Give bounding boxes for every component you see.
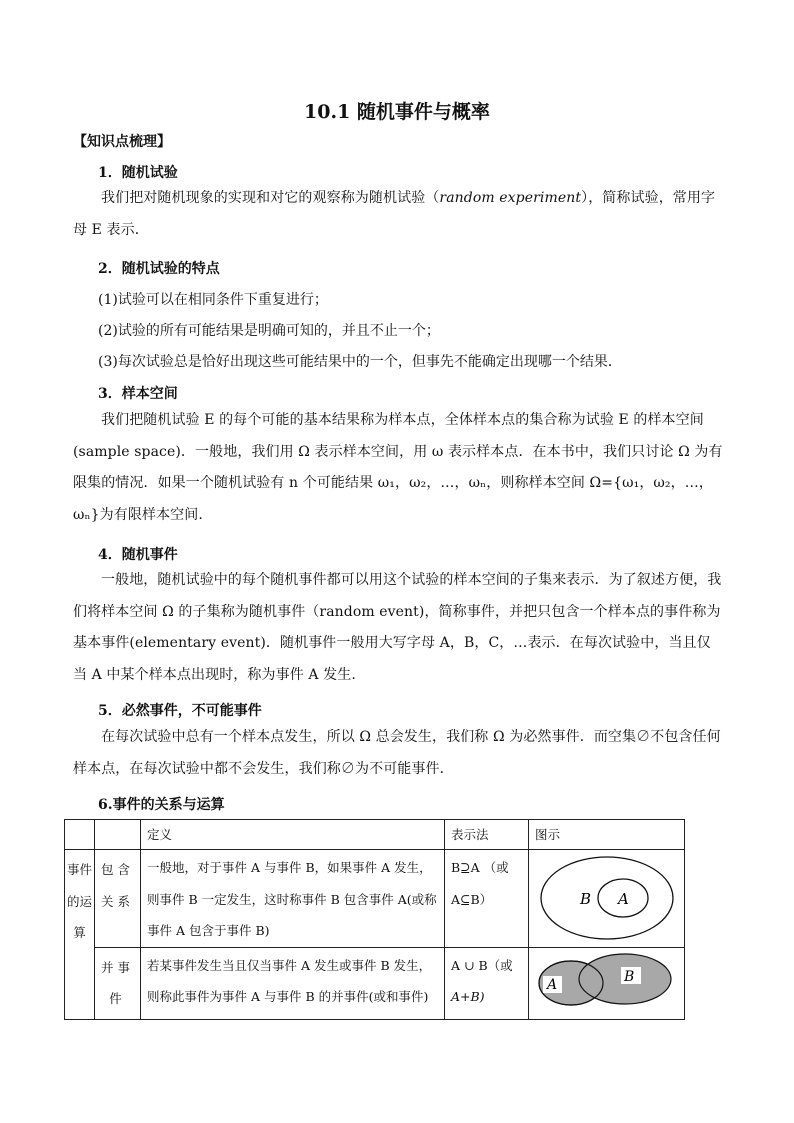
feature-item-1: (1)试验可以在相同条件下重复进行； — [98, 292, 328, 308]
heading-random-experiment: 1．随机试验 — [98, 165, 178, 181]
header-notation: 表示法 — [445, 820, 529, 850]
diagram-inclusion — [529, 850, 685, 948]
definition-inclusion: 一般地，对于事件 A 与事件 B，如果事件 A 发生，则事件 B 一定发生，这时称事件 B 包含事件 A(或称事件 A 包含于事件 B) — [141, 850, 445, 948]
header-cell-1 — [65, 820, 95, 850]
table-row — [65, 850, 685, 948]
paragraph-sample-space: 我们把随机试验 E 的每个可能的基本结果称为样本点，全体样本点的集合称为试验 E 的样本空间(sample space)．一般地，我们用 Ω 表示样本空间，用 ω 表示样本点．在本书中，我们只讨论 Ω 为有限集的情况．如果一个随机试验有 n 个可能结果 ω₁，ω₂，…，ωₙ，则称样本空间 Ω={ω₁，ω₂，…，ωₙ}为有限样本空间. — [73, 412, 723, 523]
feature-item-3: (3)每次试验总是恰好出现这些可能结果中的一个，但事先不能确定出现哪一个结果． — [98, 354, 622, 370]
diagram-union — [529, 947, 685, 1019]
venn-label-b: B — [580, 890, 592, 909]
paragraph-random-event: 一般地，随机试验中的每个随机事件都可以用这个试验的样本空间的子集来表示．为了叙述方便，我们将样本空间 Ω 的子集称为随机事件（random event)，简称事件，并把只包含一个样本点的事件称为基本事件(elementary event)．随机事件一般用大写字母 A，B，C，…表示．在每次试验中，当且仅当 A 中某个样本点出现时，称为事件 A 发生. — [73, 572, 722, 683]
page-title: 10.1 随机事件与概率 — [304, 101, 490, 123]
header-definition: 定义 — [141, 820, 445, 850]
relation-name-union: 并事件 — [95, 947, 141, 1019]
definition-union: 若某事件发生当且仅当事件 A 发生或事件 B 发生，则称此事件为事件 A 与事件 B 的并事件(或和事件) — [141, 947, 445, 1019]
notation-inclusion: B⊇A （或 A⊆B） — [445, 850, 529, 948]
venn-outer-set-b — [541, 857, 673, 939]
term-random-experiment: random experiment — [439, 190, 582, 206]
heading-certain-impossible-event: 5．必然事件，不可能事件 — [98, 703, 262, 719]
header-cell-2 — [95, 820, 141, 850]
paragraph-random-experiment: 我们把对随机现象的实现和对它的观察称为随机试验（random experiment），简称试验，常用字母 E 表示． — [73, 190, 716, 238]
venn-subset-diagram — [533, 852, 681, 944]
venn-label-a: A — [618, 890, 629, 909]
section-tag: 【知识点梳理】 — [73, 134, 171, 150]
heading-experiment-features: 2．随机试验的特点 — [98, 261, 220, 277]
relation-name-inclusion: 包含关系 — [95, 850, 141, 948]
table-row — [65, 947, 685, 1019]
heading-sample-space: 3．样本空间 — [98, 386, 178, 402]
heading-random-event: 4．随机事件 — [98, 547, 178, 563]
event-relations-table — [64, 819, 685, 1020]
notation-union: A ∪ B（或 A+B) — [445, 947, 529, 1019]
venn-label-b: B — [624, 969, 635, 985]
feature-item-2: (2)试验的所有可能结果是明确可知的，并且不止一个； — [98, 323, 440, 339]
table-header-row — [65, 820, 685, 850]
group-label: 事件的运算 — [65, 850, 95, 1020]
venn-label-a: A — [547, 977, 558, 993]
header-diagram: 图示 — [529, 820, 685, 850]
heading-event-relations: 6.事件的关系与运算 — [98, 797, 225, 813]
venn-union-diagram — [533, 953, 681, 1013]
paragraph-certain-impossible-event: 在每次试验中总有一个样本点发生，所以 Ω 总会发生，我们称 Ω 为必然事件．而空集∅不包含任何样本点，在每次试验中都不会发生，我们称∅为不可能事件． — [73, 729, 721, 777]
